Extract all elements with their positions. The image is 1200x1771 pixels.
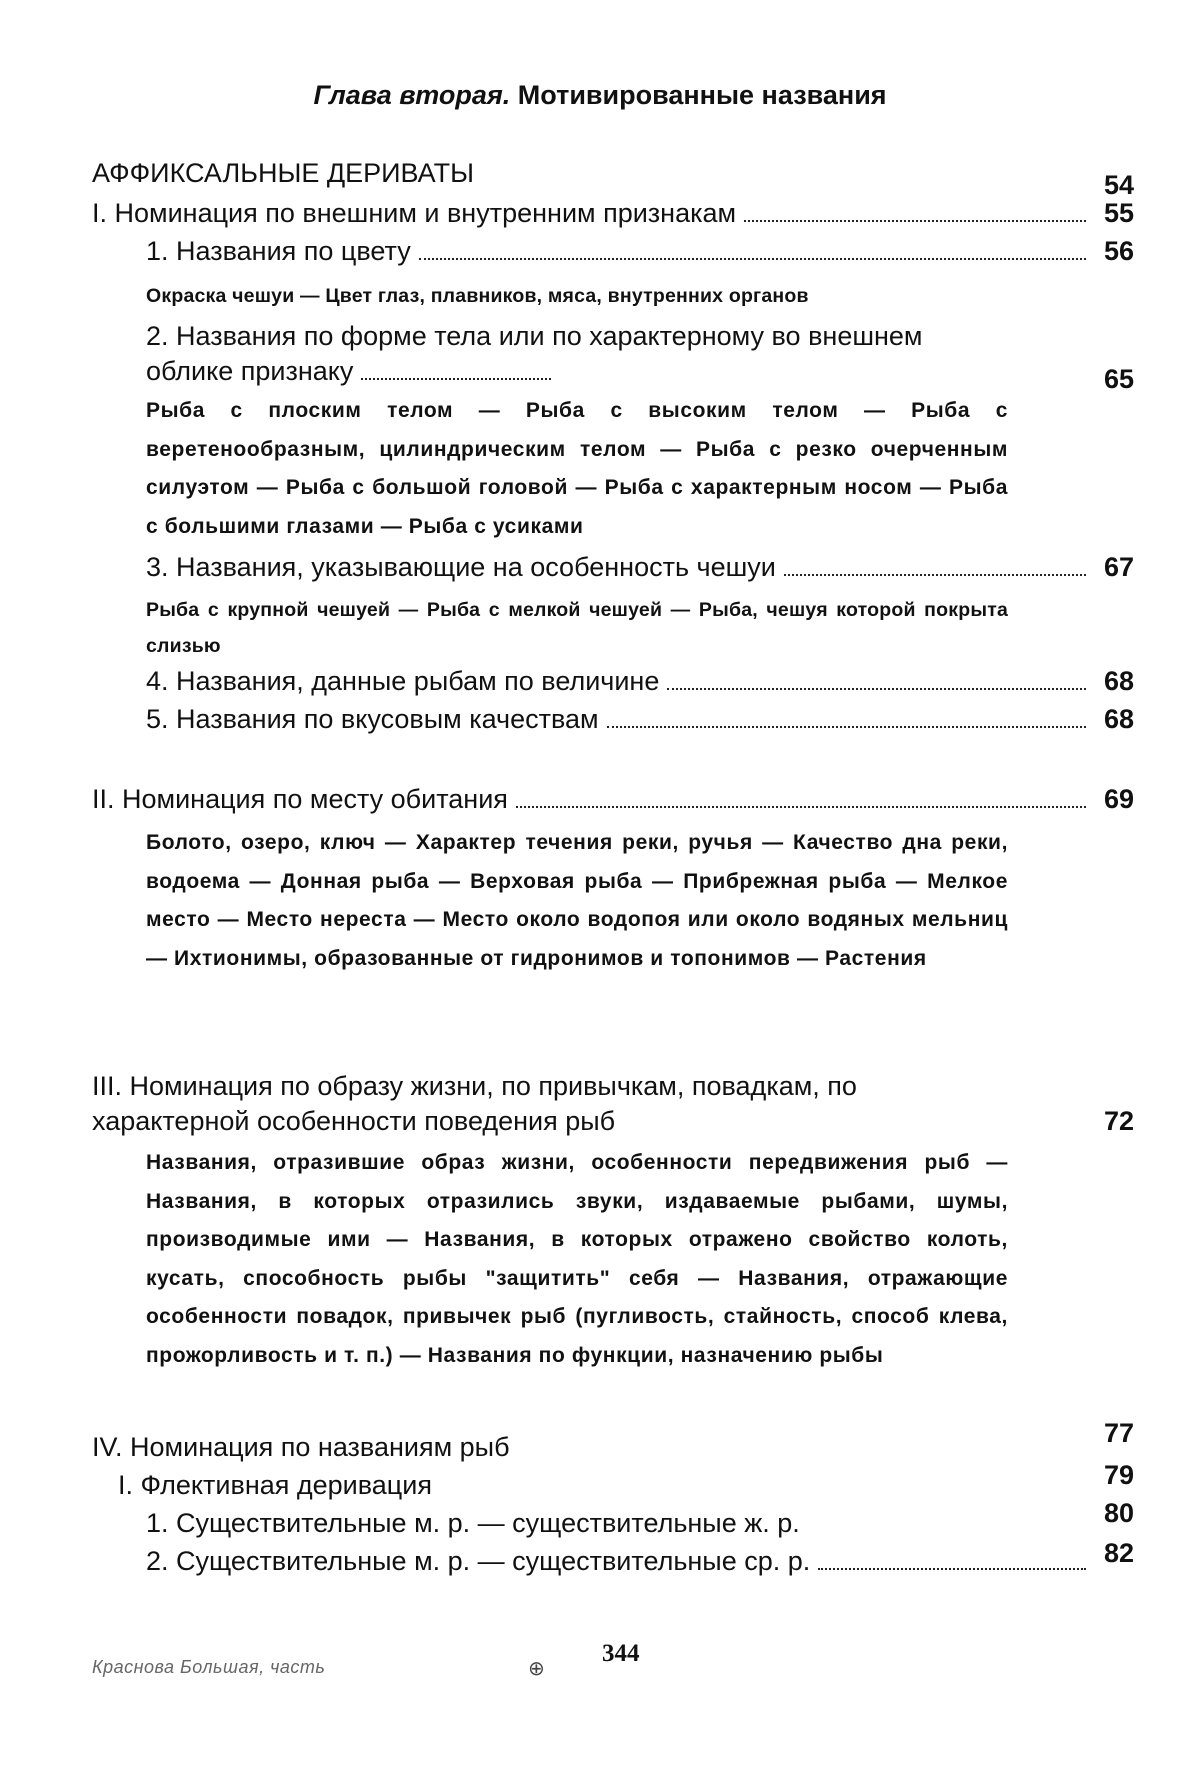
toc-entry-4-subsection: [118, 1460, 1134, 1501]
toc-title: облике признаку: [146, 356, 354, 386]
toc-page: 55: [1103, 198, 1134, 228]
toc-title: 1. Существительные м. р. — существительные ж. р.: [146, 1508, 800, 1538]
toc-entry-1-4: [146, 666, 1134, 697]
toc-title: 5. Названия по вкусовым качествам: [146, 704, 599, 734]
toc-description: Рыба с крупной чешуей — Рыба с мелкой чешуей — Рыба, чешуя которой покрыта слизью: [146, 599, 1008, 657]
toc-entry-1-2: [146, 356, 1134, 394]
toc-entry-1-3: [146, 552, 1134, 583]
toc-title: II. Номинация по месту обитания: [92, 784, 508, 814]
toc-page: 82: [1103, 1538, 1134, 1568]
toc-title: IV. Номинация по названиям рыб: [92, 1432, 510, 1462]
toc-title: 1. Названия по цвету: [146, 236, 411, 266]
chapter-title: Мотивированные названия: [517, 80, 887, 110]
toc-page: 69: [1103, 784, 1134, 814]
toc-title: АФФИКСАЛЬНЫЕ ДЕРИВАТЫ: [92, 158, 474, 188]
toc-description: Болото, озеро, ключ — Характер течения реки, ручья — Качество дна реки, водоема — Донная рыба — Верховая рыба — Прибрежная рыба — Мелкое место — Место нереста — Место около водопоя или около водяных мельниц — Ихтионимы, образованные от гидронимов и топонимов — Растения: [146, 831, 1008, 970]
toc-title: характерной особенности поведения рыб: [92, 1106, 616, 1136]
toc-title: I. Номинация по внешним и внутренним признакам: [92, 198, 737, 228]
toc-entry-4-2: [146, 1538, 1134, 1577]
chapter-heading: [0, 80, 1200, 111]
toc-title: 2. Существительные м. р. — существительные ср. р.: [146, 1546, 811, 1576]
toc-page: 79: [1103, 1460, 1134, 1490]
toc-entry-section-3-title-line1: III. Номинация по образу жизни, по привычкам, повадкам, по: [92, 1071, 857, 1101]
toc-entry-4-1: [146, 1498, 1134, 1539]
toc-entry-section-1: [92, 198, 1134, 229]
toc-page: 72: [1103, 1106, 1134, 1136]
printer-mark-icon: ⊕: [528, 1658, 545, 1680]
toc-description: Рыба с плоским телом — Рыба с высоким телом — Рыба с веретенообразным, цилиндрическим телом — Рыба с резко очерченным силуэтом — Рыба с большой головой — Рыба с характерным носом — Рыба с большими глазами — Рыба с усиками: [146, 399, 1008, 538]
toc-description: Названия, отразившие образ жизни, особенности передвижения рыб — Названия, в которых отразились звуки, издаваемые рыбами, шумы, производимые ими — Названия, в которых отражено свойство колоть, кусать, способность рыбы "защитить" себя — Названия, отражающие особенности повадок, привычек рыб (пугливость, стайность, способ клева, прожорливость и т. п.) — Названия по функции, назначению рыбы: [146, 1151, 1008, 1367]
toc-title: 3. Названия, указывающие на особенность чешуи: [146, 552, 776, 582]
toc-title: I. Флективная деривация: [118, 1470, 432, 1500]
toc-page: 67: [1103, 552, 1134, 582]
toc-page: 68: [1103, 666, 1134, 696]
toc-title: 4. Названия, данные рыбам по величине: [146, 666, 660, 696]
toc-entry-section-3: [92, 1106, 1134, 1137]
toc-page: 80: [1103, 1498, 1134, 1528]
page-number: 344: [602, 1640, 640, 1667]
chapter-label: Глава вторая.: [313, 80, 511, 110]
toc-entry-1-5: [146, 704, 1134, 735]
toc-page: 56: [1103, 236, 1134, 266]
toc-entry-1-2-title-line1: 2. Названия по форме тела или по характерному во внешнем: [146, 321, 923, 351]
toc-entry-section-2: [92, 784, 1134, 815]
toc-entry-1-1: [146, 236, 1134, 267]
toc-page: 68: [1103, 704, 1134, 734]
toc-entry-section-4: [92, 1418, 1134, 1463]
toc-entry-affix: [92, 158, 1134, 200]
toc-page: 77: [1103, 1418, 1134, 1448]
toc-page: 65: [1103, 364, 1134, 394]
toc-description: Окраска чешуи — Цвет глаз, плавников, мяса, внутренних органов: [146, 285, 809, 307]
toc-page: 54: [1103, 170, 1134, 200]
footer-imprint: Краснова Большая, часть: [92, 1657, 326, 1677]
